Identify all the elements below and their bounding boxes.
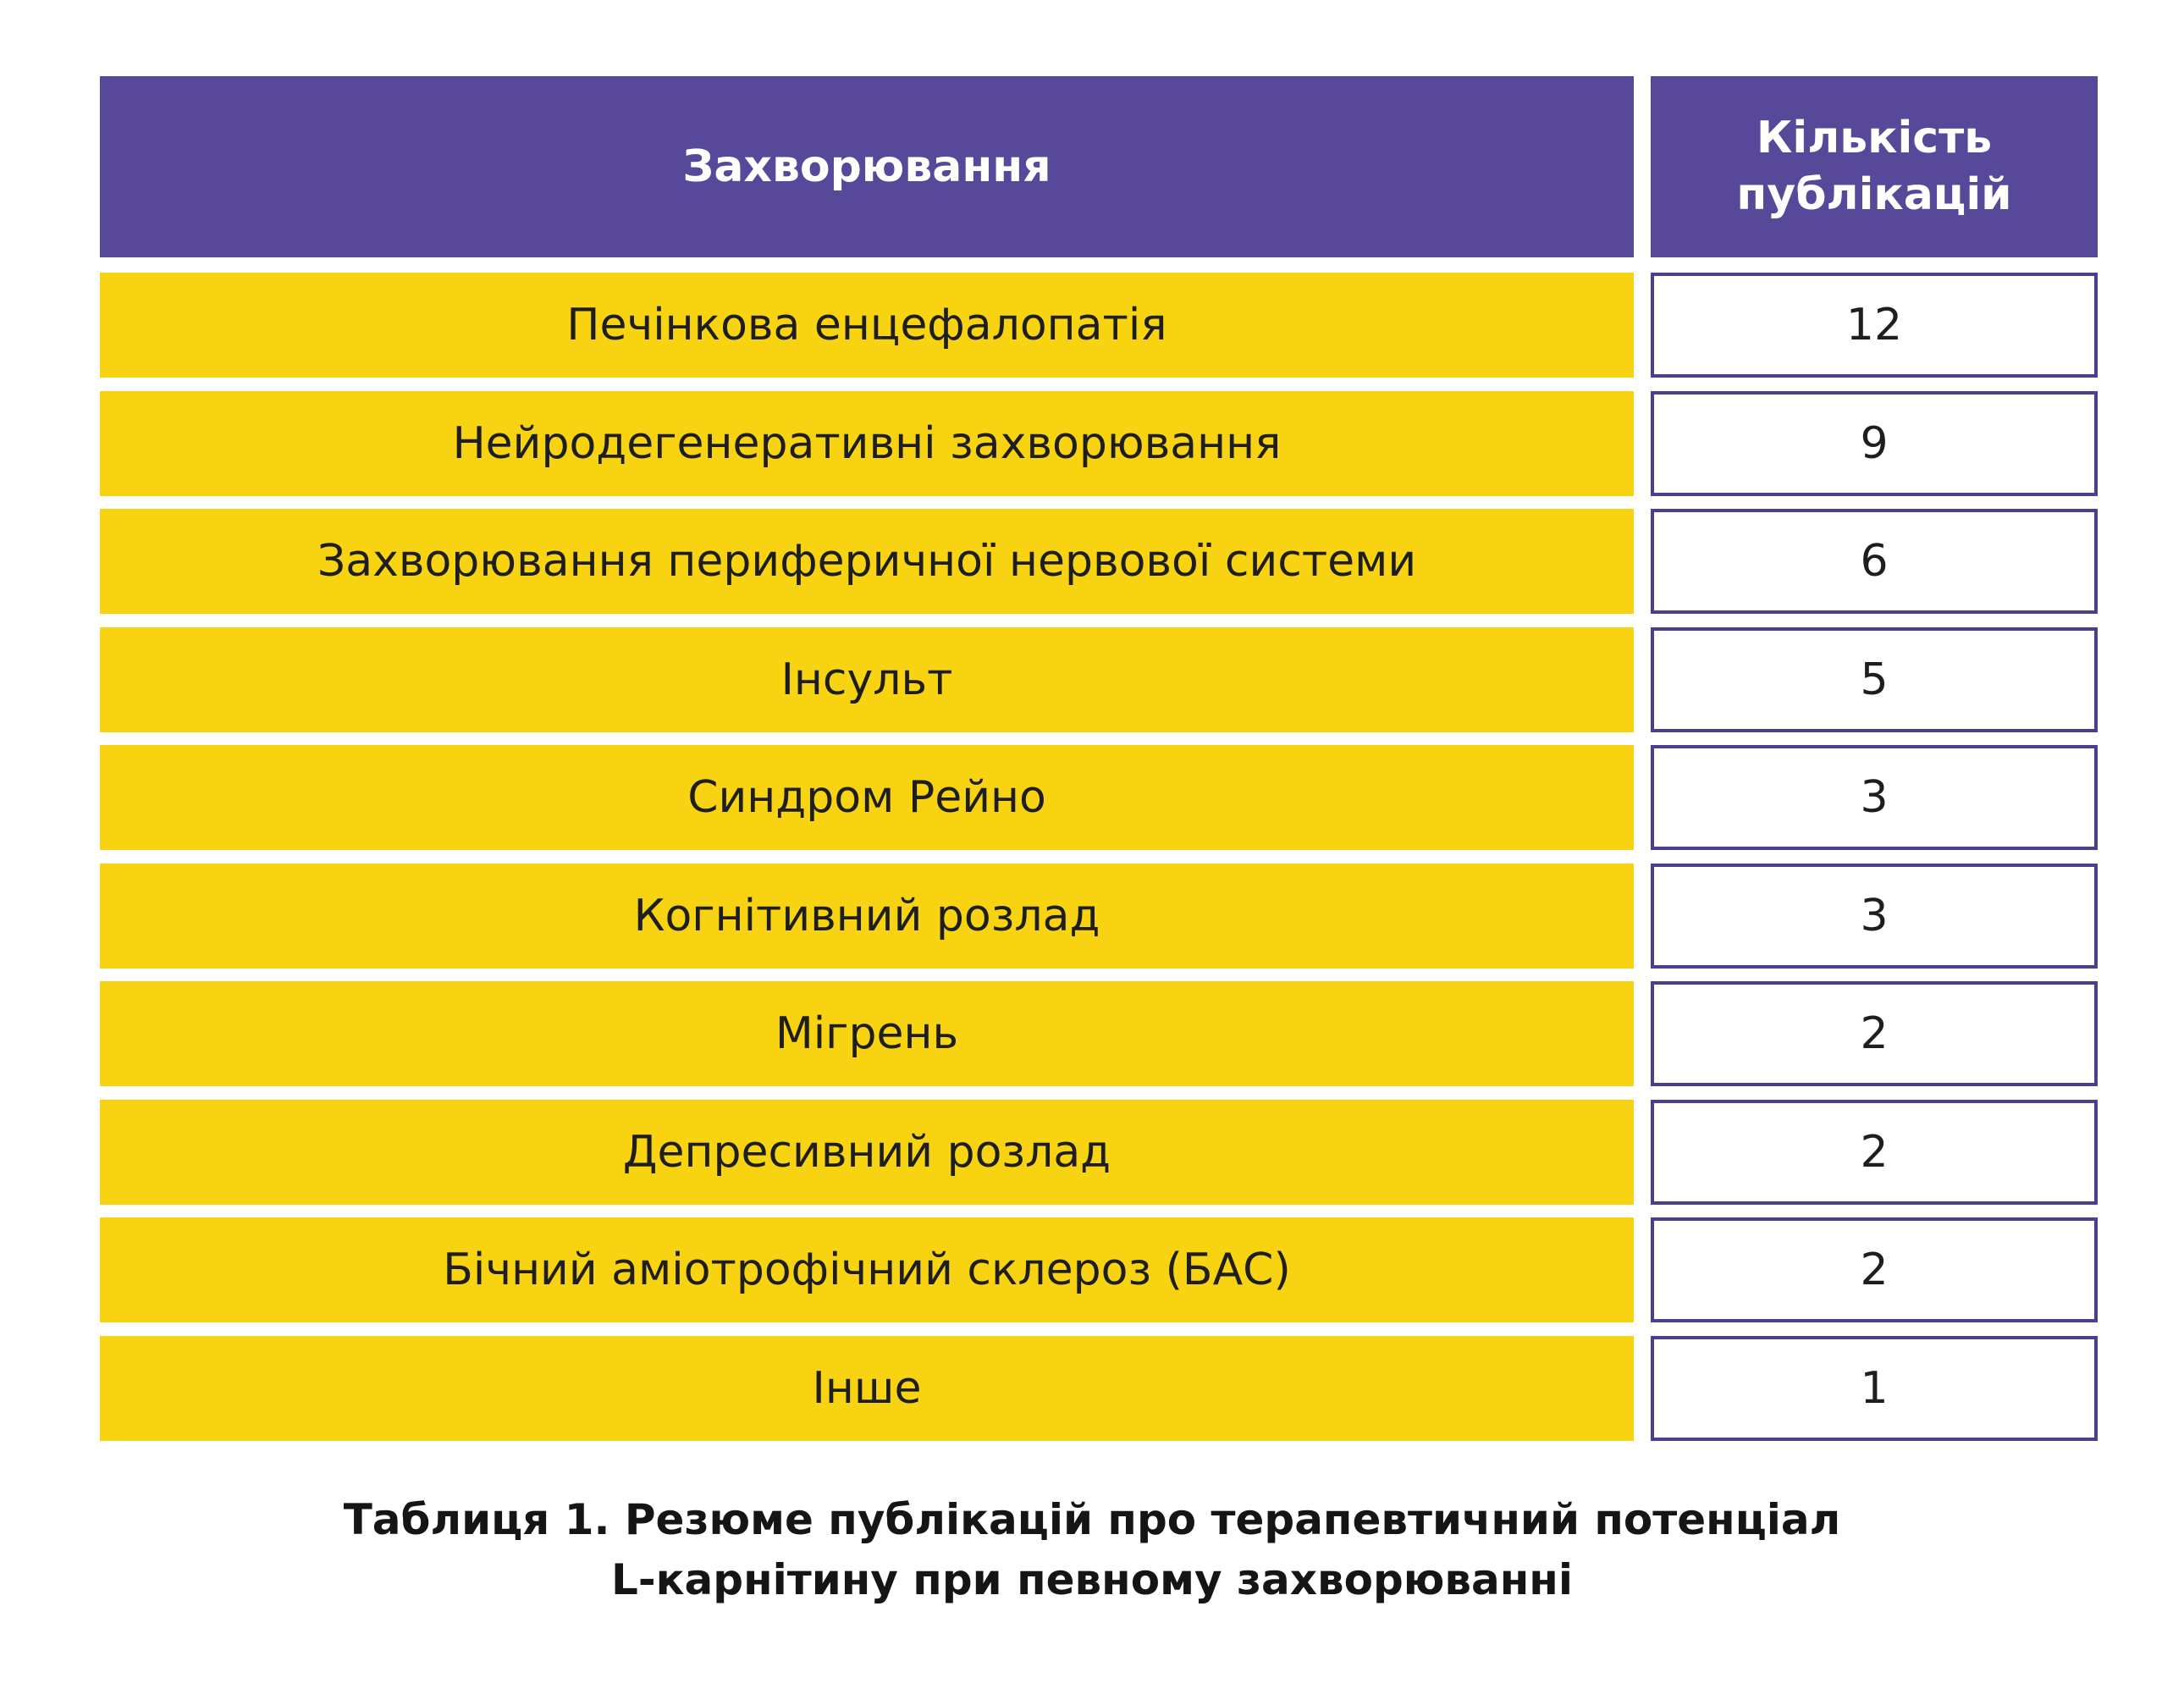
row-publication-count: 3 bbox=[1651, 864, 2098, 969]
row-disease-name: Бічний аміотрофічний склероз (БАС) bbox=[100, 1217, 1634, 1322]
header-publication-count: Кількість публікацій bbox=[1651, 76, 2098, 257]
row-disease-name: Інше bbox=[100, 1336, 1634, 1441]
row-disease-name: Когнітивний розлад bbox=[100, 864, 1634, 969]
table-caption bbox=[0, 1490, 2184, 1610]
row-publication-count: 2 bbox=[1651, 1217, 2098, 1322]
row-disease-name: Печінкова енцефалопатія bbox=[100, 273, 1634, 378]
caption-line-2: L-карнітину при певному захворюванні bbox=[610, 1555, 1573, 1604]
header-disease: Захворювання bbox=[100, 76, 1634, 257]
row-disease-name: Нейродегенеративні захворювання bbox=[100, 391, 1634, 496]
row-publication-count: 2 bbox=[1651, 1100, 2098, 1205]
row-publication-count: 6 bbox=[1651, 509, 2098, 614]
row-publication-count: 9 bbox=[1651, 391, 2098, 496]
row-disease-name: Депресивний розлад bbox=[100, 1100, 1634, 1205]
row-disease-name: Інсульт bbox=[100, 627, 1634, 732]
row-publication-count: 3 bbox=[1651, 745, 2098, 850]
row-disease-name: Захворювання периферичної нервової системи bbox=[100, 509, 1634, 614]
row-disease-name: Мігрень bbox=[100, 981, 1634, 1086]
row-disease-name: Синдром Рейно bbox=[100, 745, 1634, 850]
row-publication-count: 5 bbox=[1651, 627, 2098, 732]
row-publication-count: 2 bbox=[1651, 981, 2098, 1086]
caption-line-1: Таблиця 1. Резюме публікацій про терапевтичний потенціал bbox=[343, 1495, 1841, 1544]
row-publication-count: 12 bbox=[1651, 273, 2098, 378]
row-publication-count: 1 bbox=[1651, 1336, 2098, 1441]
